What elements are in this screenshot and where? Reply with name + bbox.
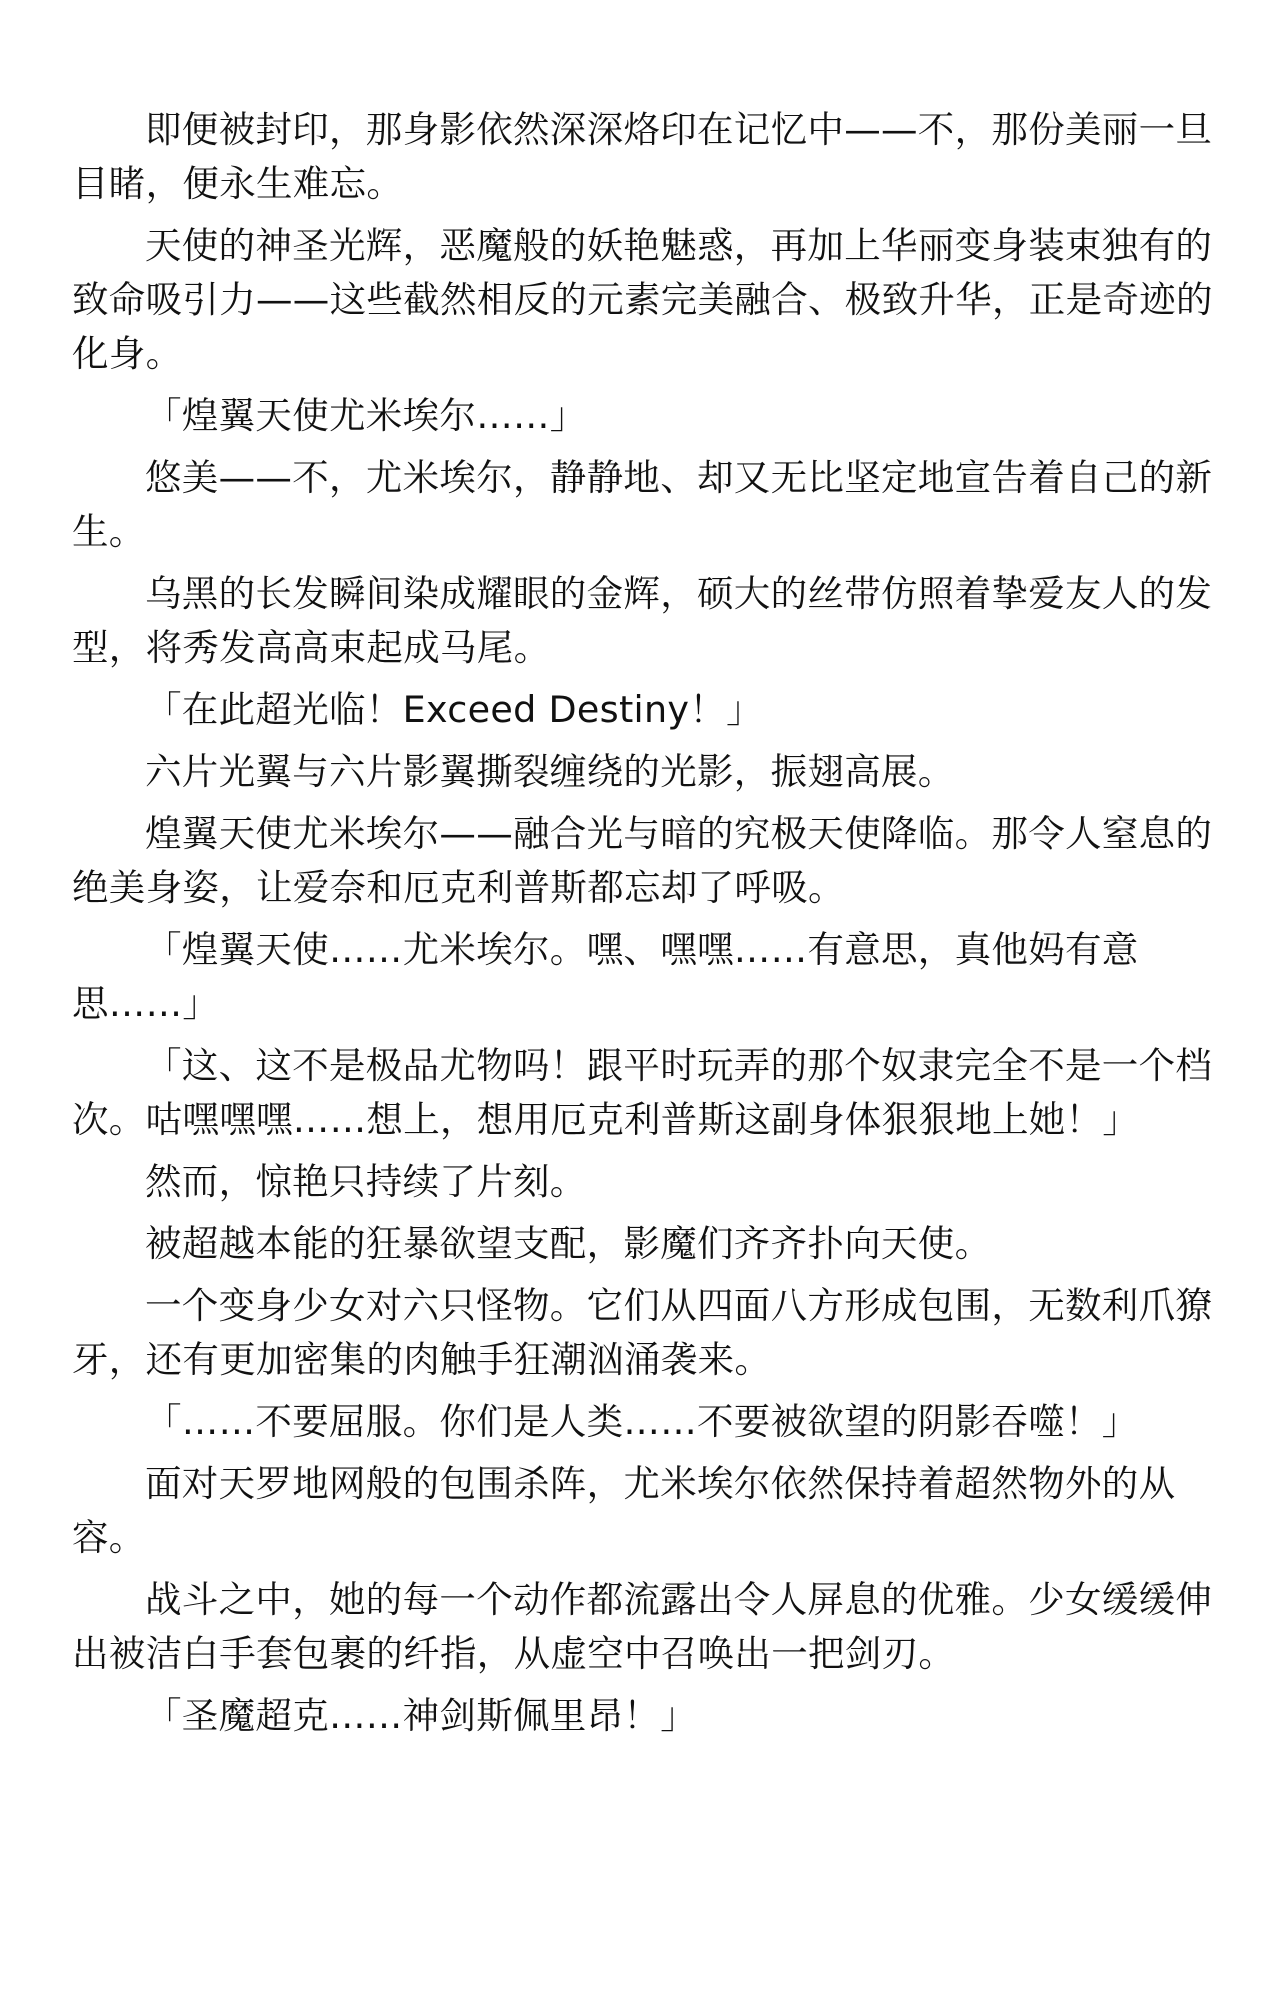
dialogue-paragraph: 「在此超光临！Exceed Destiny！」	[145, 688, 763, 731]
dialogue-paragraph: 「这、这不是极品尤物吗！跟平时玩弄的那个奴隶完全不是一个档次。咕嘿嘿嘿……想上，想用厄克利普斯这副身体狠狠地上她！」	[72, 1044, 1213, 1141]
paragraph: 天使的神圣光辉，恶魔般的妖艳魅惑，再加上华丽变身装束独有的致命吸引力——这些截然相反的元素完美融合、极致升华，正是奇迹的化身。	[72, 224, 1213, 375]
paragraph: 战斗之中，她的每一个动作都流露出令人屏息的优雅。少女缓缓伸出被洁白手套包裹的纤指，从虚空中召唤出一把剑刃。	[72, 1578, 1213, 1675]
paragraph: 乌黑的长发瞬间染成耀眼的金辉，硕大的丝带仿照着挚爱友人的发型，将秀发高高束起成马尾。	[72, 572, 1213, 669]
paragraph: 一个变身少女对六只怪物。它们从四面八方形成包围，无数利爪獠牙，还有更加密集的肉触手狂潮汹涌袭来。	[72, 1284, 1213, 1381]
paragraph: 被超越本能的狂暴欲望支配，影魔们齐齐扑向天使。	[145, 1222, 992, 1265]
text-body	[72, 103, 1220, 1751]
paragraph: 即便被封印，那身影依然深深烙印在记忆中——不，那份美丽一旦目睹，便永生难忘。	[72, 108, 1213, 205]
paragraph: 六片光翼与六片影翼撕裂缠绕的光影，振翅高展。	[145, 750, 955, 793]
dialogue-paragraph: 「煌翼天使尤米埃尔……」	[145, 394, 587, 437]
paragraph: 煌翼天使尤米埃尔——融合光与暗的究极天使降临。那令人窒息的绝美身姿，让爱奈和厄克利普斯都忘却了呼吸。	[72, 812, 1213, 909]
paragraph: 悠美——不，尤米埃尔，静静地、却又无比坚定地宣告着自己的新生。	[72, 456, 1213, 553]
dialogue-paragraph: 「圣魔超克……神剑斯佩里昂！」	[145, 1694, 697, 1737]
dialogue-paragraph: 「……不要屈服。你们是人类……不要被欲望的阴影吞噬！」	[145, 1400, 1139, 1443]
dialogue-paragraph: 「煌翼天使……尤米埃尔。嘿、嘿嘿……有意思，真他妈有意思……」	[72, 928, 1139, 1025]
paragraph: 然而，惊艳只持续了片刻。	[145, 1160, 587, 1203]
paragraph: 面对天罗地网般的包围杀阵，尤米埃尔依然保持着超然物外的从容。	[72, 1462, 1176, 1559]
